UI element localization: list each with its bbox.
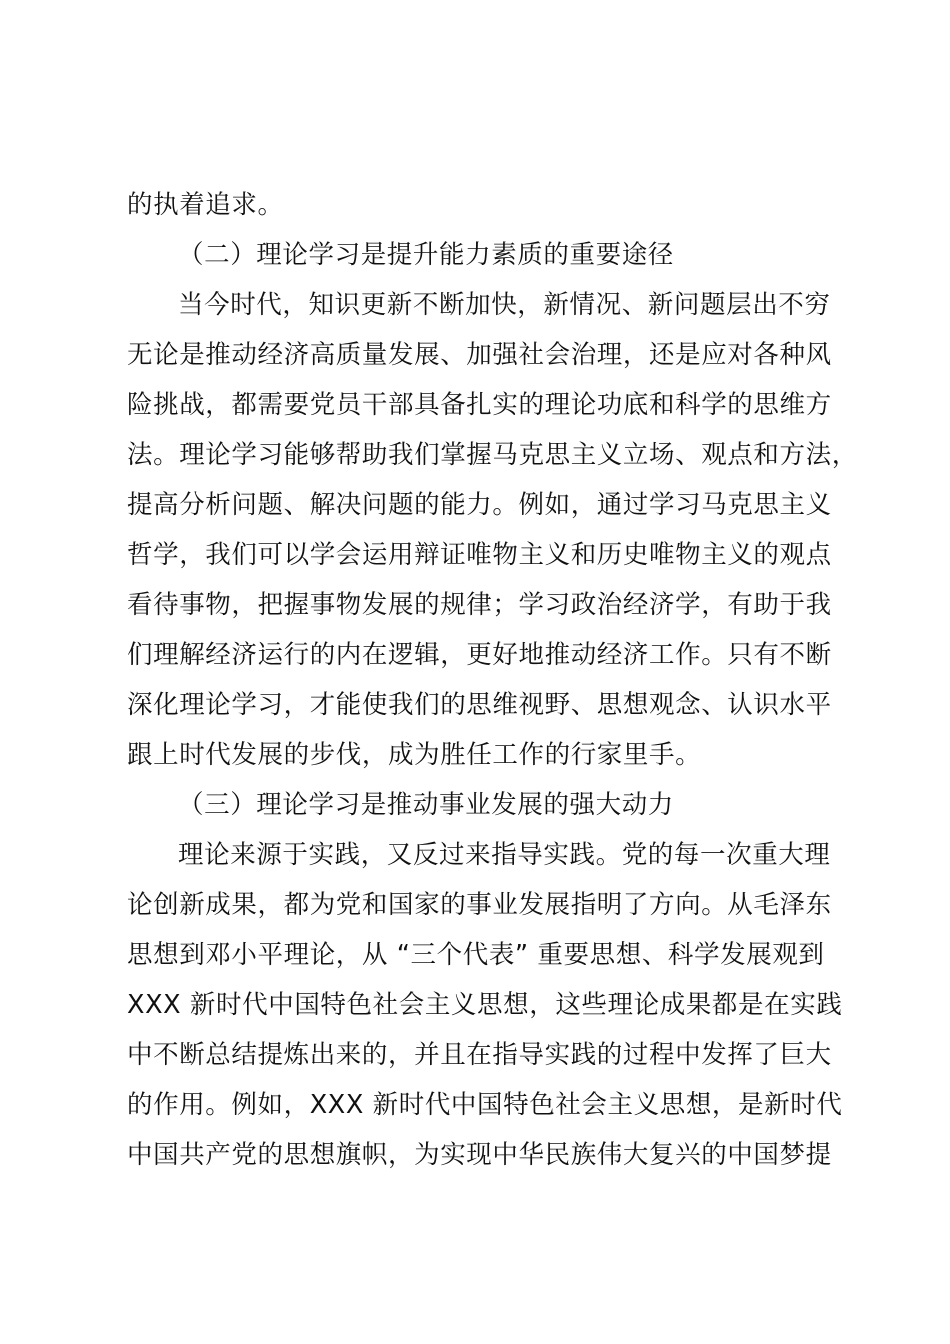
paragraph-line: 论创新成果，都为党和国家的事业发展指明了方向。从毛泽东	[127, 890, 832, 920]
paragraph-line: 法。理论学习能够帮助我们掌握马克思主义立场、观点和方法，	[127, 440, 858, 470]
paragraph-line: 哲学，我们可以学会运用辩证唯物主义和历史唯物主义的观点	[127, 540, 832, 570]
paragraph-line: 中不断总结提炼出来的，并且在指导实践的过程中发挥了巨大	[127, 1040, 832, 1070]
paragraph-line: 无论是推动经济高质量发展、加强社会治理，还是应对各种风	[127, 340, 832, 370]
paragraph-line: 理论来源于实践，又反过来指导实践。党的每一次重大理	[178, 840, 831, 870]
paragraph-line: 险挑战，都需要党员干部具备扎实的理论功底和科学的思维方	[127, 390, 832, 420]
paragraph-line: 中国共产党的思想旗帜，为实现中华民族伟大复兴的中国梦提	[127, 1140, 832, 1170]
paragraph-line: 当今时代，知识更新不断加快，新情况、新问题层出不穷	[178, 290, 831, 320]
paragraph-line: 的执着追求。	[127, 190, 284, 220]
section-heading: （三）理论学习是推动事业发展的强大动力	[178, 790, 674, 820]
paragraph-line: 们理解经济运行的内在逻辑，更好地推动经济工作。只有不断	[127, 640, 832, 670]
paragraph-line: XXX 新时代中国特色社会主义思想，这些理论成果都是在实践	[127, 990, 843, 1020]
paragraph-line: 思想到邓小平理论，从 “三个代表” 重要思想、科学发展观到	[127, 940, 825, 970]
section-heading: （二）理论学习是提升能力素质的重要途径	[178, 240, 674, 270]
paragraph-line: 看待事物，把握事物发展的规律；学习政治经济学，有助于我	[127, 590, 832, 620]
paragraph-line: 的作用。例如，XXX 新时代中国特色社会主义思想，是新时代	[127, 1090, 843, 1120]
paragraph-line: 跟上时代发展的步伐，成为胜任工作的行家里手。	[127, 740, 702, 770]
paragraph-line: 深化理论学习，才能使我们的思维视野、思想观念、认识水平	[127, 690, 832, 720]
paragraph-line: 提高分析问题、解决问题的能力。例如，通过学习马克思主义	[127, 490, 832, 520]
